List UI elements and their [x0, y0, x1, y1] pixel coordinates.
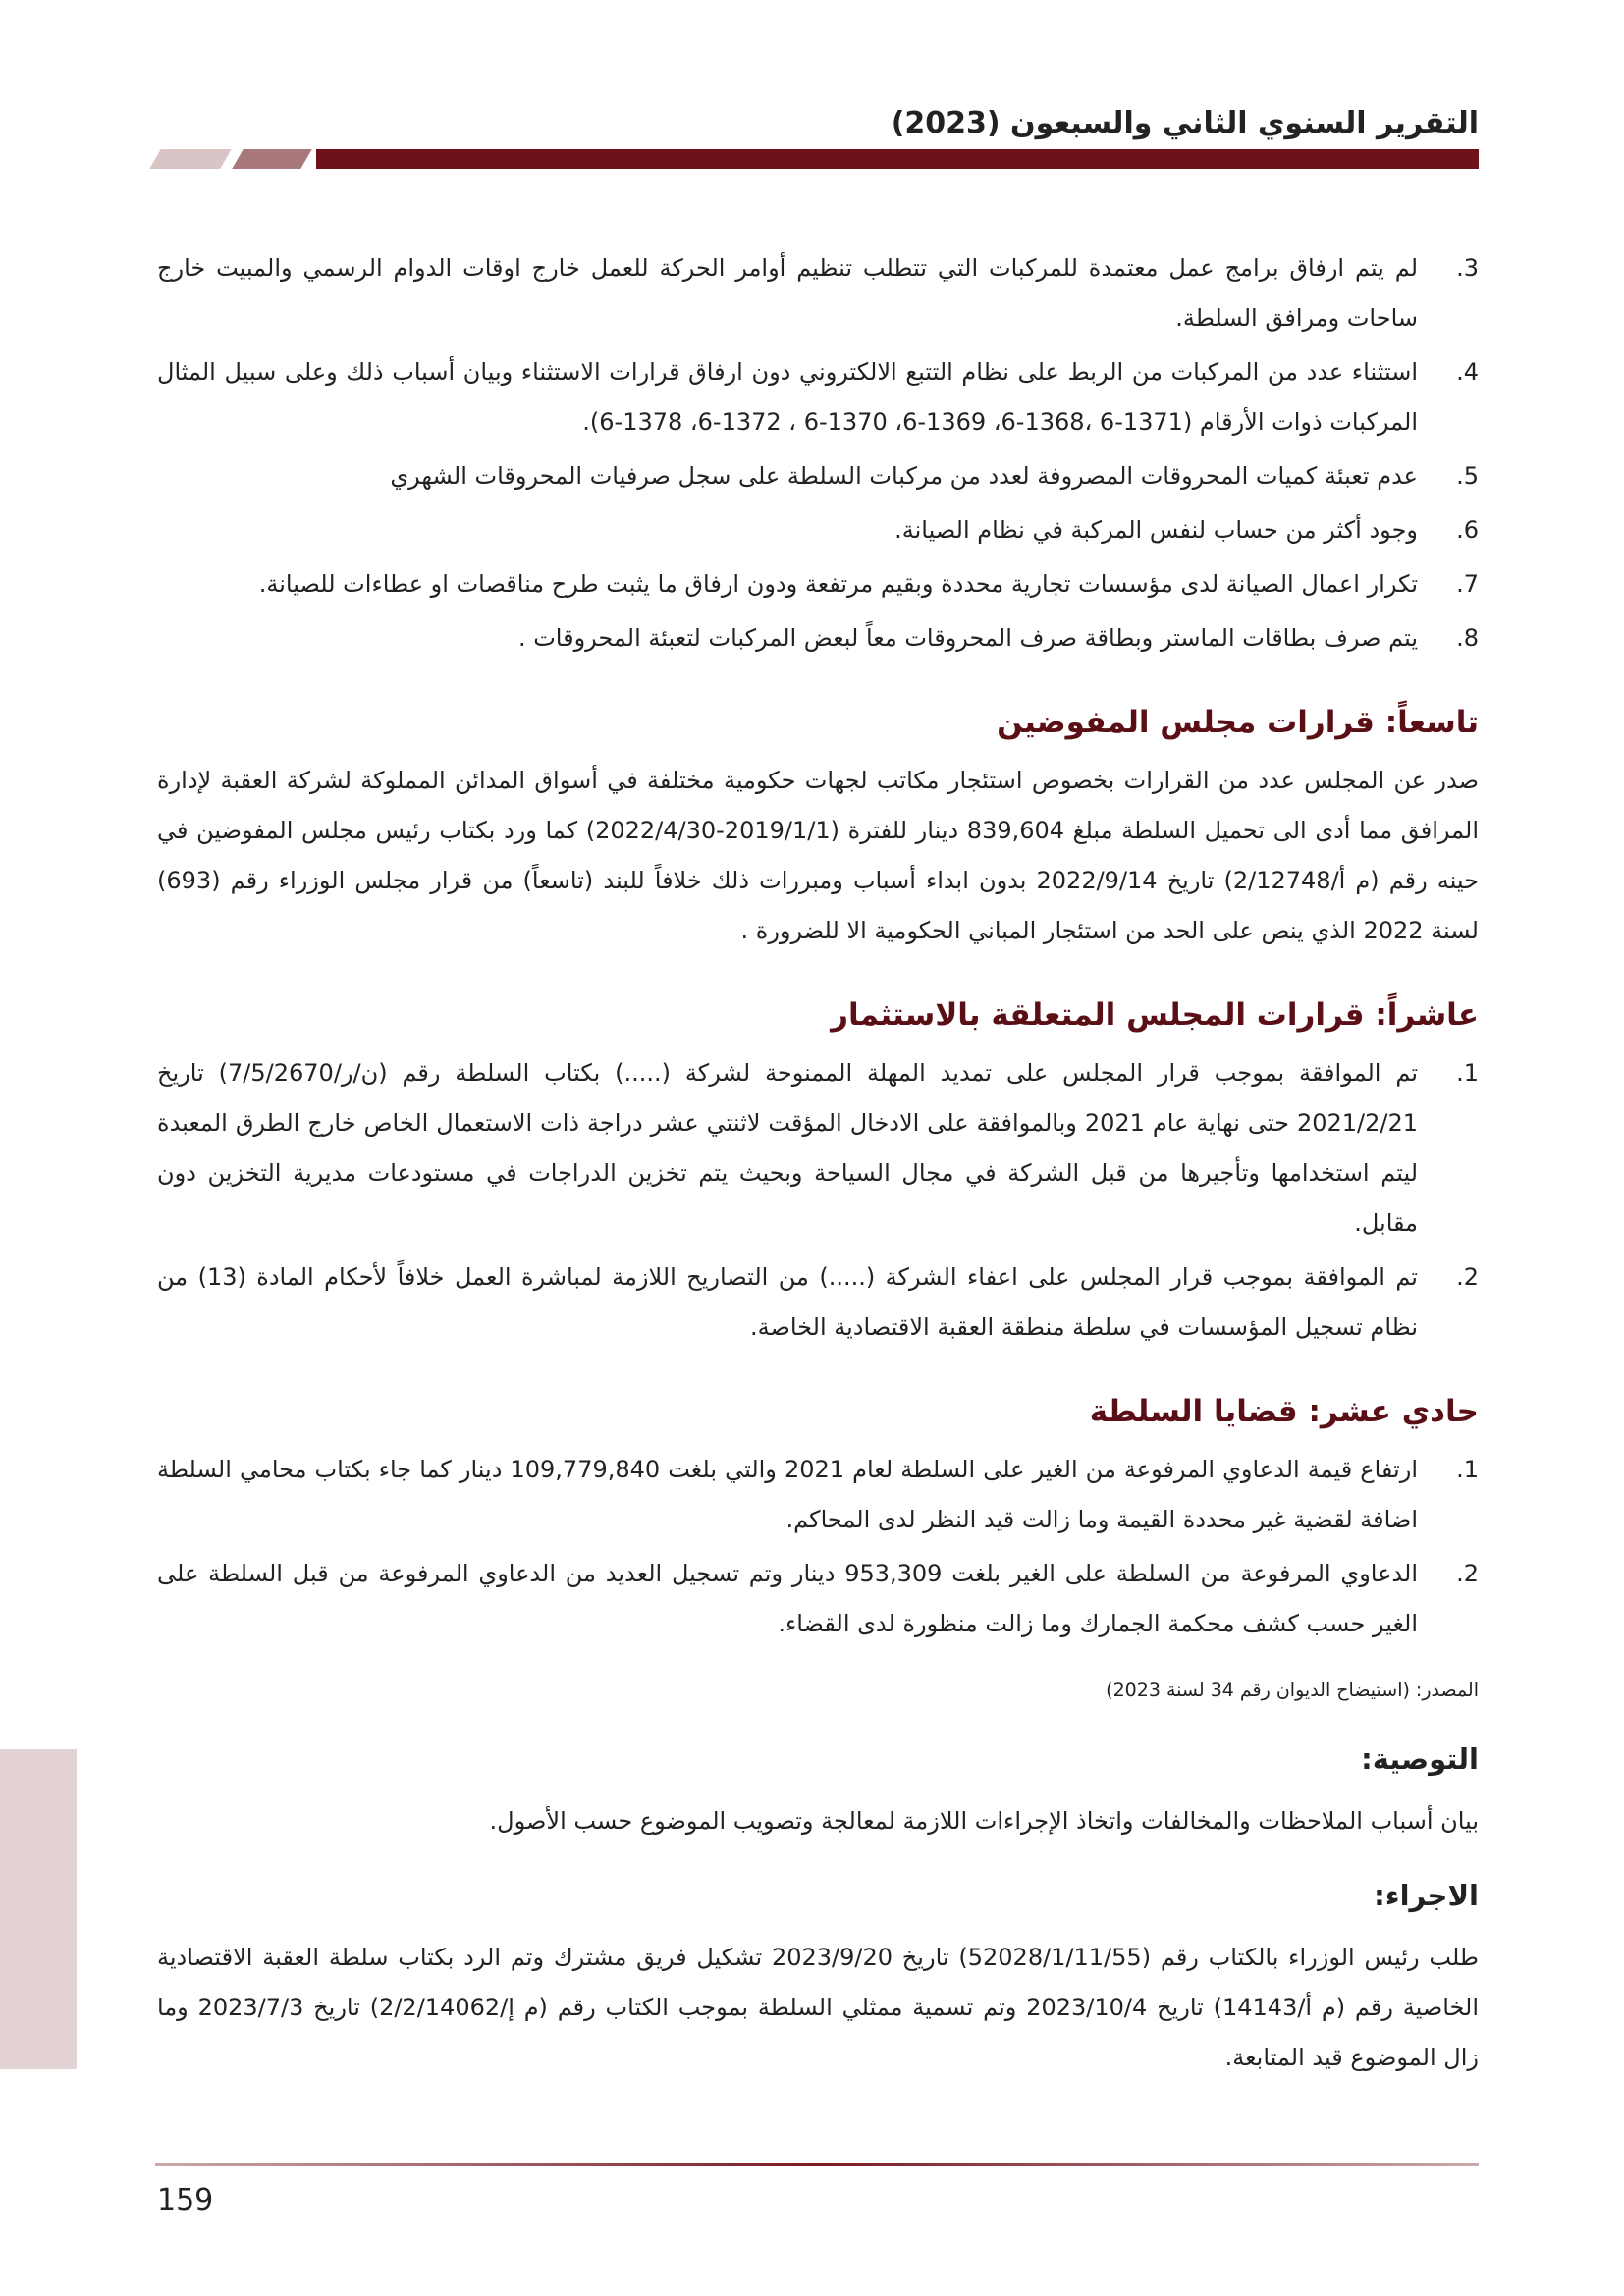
list-item-number: 5. [1456, 462, 1479, 490]
list-item-number: 3. [1456, 254, 1479, 282]
list-item-text: الدعاوي المرفوعة من السلطة على الغير بلغت 953,309 دينار وتم تسجيل العديد من الدعاوي المرفوعة من قبل السلطة على الغير حسب كشف محكمة الجمارك وما زالت منظورة لدى القضاء. [157, 1560, 1418, 1637]
side-tab [0, 1749, 77, 2069]
list-item [157, 243, 1479, 344]
page-content [157, 243, 1479, 2083]
investment-list [157, 1048, 1479, 1353]
section-paragraph: صدر عن المجلس عدد من القرارات بخصوص استئجار مكاتب لجهات حكومية مختلفة في أسواق المدائن المملوكة لشركة العقبة لإدارة المرافق مما أدى الى تحميل السلطة مبلغ 839,604 دينار للفترة (2019/1/1-2022/4/30) كما ورد بكتاب رئيس مجلس المفوضين في حينه رقم (م أ/2/12748) تاريخ 2022/9/14 بدون ابداء أسباب ومبررات ذلك خلافاً للبند (تاسعاً) من قرار مجلس الوزراء رقم (693) لسنة 2022 الذي ينص على الحد من استئجار المباني الحكومية الا للضرورة . [157, 767, 1480, 944]
page-number: 159 [157, 2183, 214, 2217]
list-item-text: عدم تعبئة كميات المحروقات المصروفة لعدد من مركبات السلطة على سجل صرفيات المحروقات الشهري [390, 462, 1418, 490]
list-item-text: وجود أكثر من حساب لنفس المركبة في نظام الصيانة. [894, 516, 1418, 544]
list-item-text: يتم صرف بطاقات الماستر وبطاقة صرف المحروقات معاً لبعض المركبات لتعبئة المحروقات . [517, 624, 1418, 652]
list-item-number: 8. [1456, 624, 1479, 652]
list-item [157, 452, 1479, 502]
list-item [157, 506, 1479, 556]
list-item [157, 347, 1479, 448]
header-bar-light [149, 149, 232, 169]
list-item-number: 2. [1456, 1560, 1479, 1587]
observations-list [157, 243, 1479, 664]
list-item-text: تم الموافقة بموجب قرار المجلس على اعفاء الشركة (.....) من التصاريح اللازمة لمباشرة العمل خلافاً لأحكام المادة (13) من نظام تسجيل المؤسسات في سلطة منطقة العقبة الاقتصادية الخاصة. [157, 1263, 1418, 1341]
list-item-text: ارتفاع قيمة الدعاوي المرفوعة من الغير على السلطة لعام 2021 والتي بلغت 109,779,840 دينار كما جاء بكتاب محامي السلطة اضافة لقضية غير محددة القيمة وما زالت قيد النظر لدى المحاكم. [157, 1456, 1418, 1533]
action-heading: الاجراء: [1374, 1879, 1479, 1912]
list-item-text: تم الموافقة بموجب قرار المجلس على تمديد المهلة الممنوحة لشركة (.....) بكتاب السلطة رقم (ن/ر/7/5/2670) تاريخ 2021/2/21 حتى نهاية عام 2021 وبالموافقة على الادخال المؤقت لاثنتي عشر دراجة ذات الاستعمال الخاص خارج الطرق المعبدة ليتم استخدامها وتأجيرها من قبل الشركة في مجال السياحة وبحيث يتم تخزين الدراجات في مستودعات مديرية التخزين دون مقابل. [157, 1059, 1418, 1237]
recommendation-heading: التوصية: [1361, 1742, 1479, 1776]
list-item [157, 1549, 1479, 1649]
list-item-number: 4. [1456, 358, 1479, 386]
footer-divider [155, 2163, 1479, 2166]
list-item-number: 6. [1456, 516, 1479, 544]
list-item [157, 1445, 1479, 1545]
lawsuits-list [157, 1445, 1479, 1649]
list-item [157, 614, 1479, 664]
action-text: طلب رئيس الوزراء بالكتاب رقم (52028/1/11/55) تاريخ 2023/9/20 تشكيل فريق مشترك وتم الرد بكتاب سلطة العقبة الاقتصادية الخاصية رقم (م أ/14143) تاريخ 2023/10/4 وتم تسمية ممثلي السلطة بموجب الكتاب رقم (م إ/2/2/14062) تاريخ 2023/7/3 وما زال الموضوع قيد المتابعة. [157, 1944, 1480, 2071]
header-bar-main [316, 149, 1479, 169]
header-bar-accent [232, 149, 312, 169]
list-item-number: 2. [1456, 1263, 1479, 1291]
list-item-text: استثناء عدد من المركبات من الربط على نظام التتبع الالكتروني دون ارفاق قرارات الاستثناء وبيان أسباب ذلك وعلى سبيل المثال المركبات ذوات الأرقام (1371-6 ،1368-6، 1369-6، 1370-6 ، 1372-6، 1378-6). [157, 358, 1418, 436]
list-item [157, 560, 1479, 610]
section-heading-tenth: عاشراً: قرارات المجلس المتعلقة بالاستثمار [831, 997, 1479, 1033]
list-item-number: 1. [1456, 1456, 1479, 1483]
source-note: المصدر: (استيضاح الديوان رقم 34 لسنة 2023) [1106, 1680, 1479, 1701]
list-item [157, 1253, 1479, 1353]
list-item [157, 1048, 1479, 1249]
list-item-text: تكرار اعمال الصيانة لدى مؤسسات تجارية محددة وبقيم مرتفعة ودون ارفاق ما يثبت طرح مناقصات او عطاءات للصيانة. [258, 570, 1418, 598]
list-item-number: 7. [1456, 570, 1479, 598]
section-heading-eleventh: حادي عشر: قضايا السلطة [1089, 1394, 1479, 1429]
report-header-title: التقرير السنوي الثاني والسبعون (2023) [891, 106, 1479, 140]
list-item-number: 1. [1456, 1059, 1479, 1087]
recommendation-text: بيان أسباب الملاحظات والمخالفات واتخاذ الإجراءات اللازمة لمعالجة وتصويب الموضوع حسب الأصول. [489, 1807, 1479, 1835]
section-heading-ninth: تاسعاً: قرارات مجلس المفوضين [997, 705, 1479, 740]
list-item-text: لم يتم ارفاق برامج عمل معتمدة للمركبات التي تتطلب تنظيم أوامر الحركة للعمل خارج اوقات الدوام الرسمي والمبيت خارج ساحات ومرافق السلطة. [157, 254, 1418, 332]
